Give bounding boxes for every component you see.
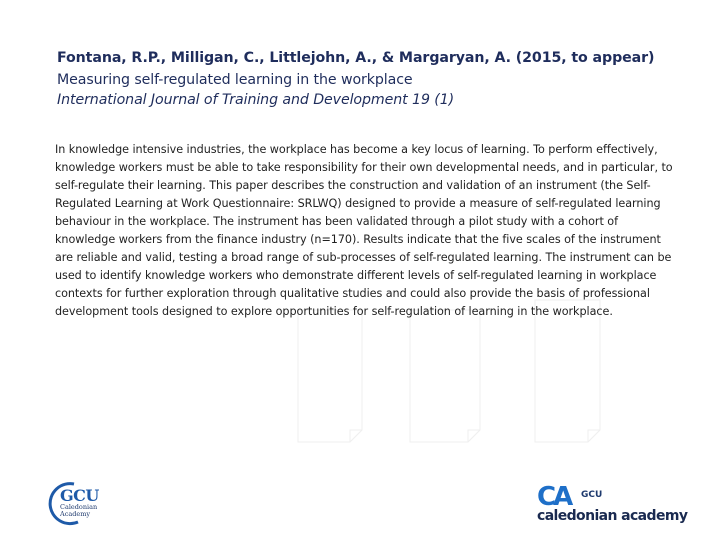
ca-logo-gcu: GCU [581, 490, 603, 500]
gcu-logo-subtitle: Caledonian Academy [60, 503, 98, 518]
citation-title: Measuring self-regulated learning in the workplace [57, 72, 413, 88]
citation-header [57, 46, 687, 110]
caledonian-academy-logo [537, 484, 702, 529]
abstract-text: In knowledge intensive industries, the workplace has become a key locus of learning. To perform effectively, knowledge workers must be able to take responsibility for their own developmental needs, and in particular, to self-regulate their learning. This paper describes the construction and validation of an instrument (the Self-Regulated Learning at Work Questionnaire: SRLWQ) designed to provide a measure of self-regulated learning behaviour in the workplace. The instrument has been validated through a pilot study with a cohort of knowledge workers from the finance industry (n=170). Results indicate that the five scales of the instrument are reliable and valid, testing a broad range of sub-processes of self-regulated learning. The instrument can be used to identify knowledge workers who demonstrate different levels of self-regulated learning in workplace contexts for further exploration through qualitative studies and could also provide the basis of professional development tools designed to explore opportunities for self-regulation of learning in the workplace. [55, 143, 673, 318]
citation-journal: International Journal of Training and Development 19 (1) [57, 92, 455, 108]
gcu-logo-word: GCU [60, 486, 99, 505]
gcu-logo [44, 478, 106, 528]
ca-logo-name: caledonian academy [537, 508, 688, 524]
citation-authors: Fontana, R.P., Milligan, C., Littlejohn, A., & Margaryan, A. (2015, to appear) [57, 50, 655, 66]
ca-logo-mark: CA [537, 482, 571, 512]
